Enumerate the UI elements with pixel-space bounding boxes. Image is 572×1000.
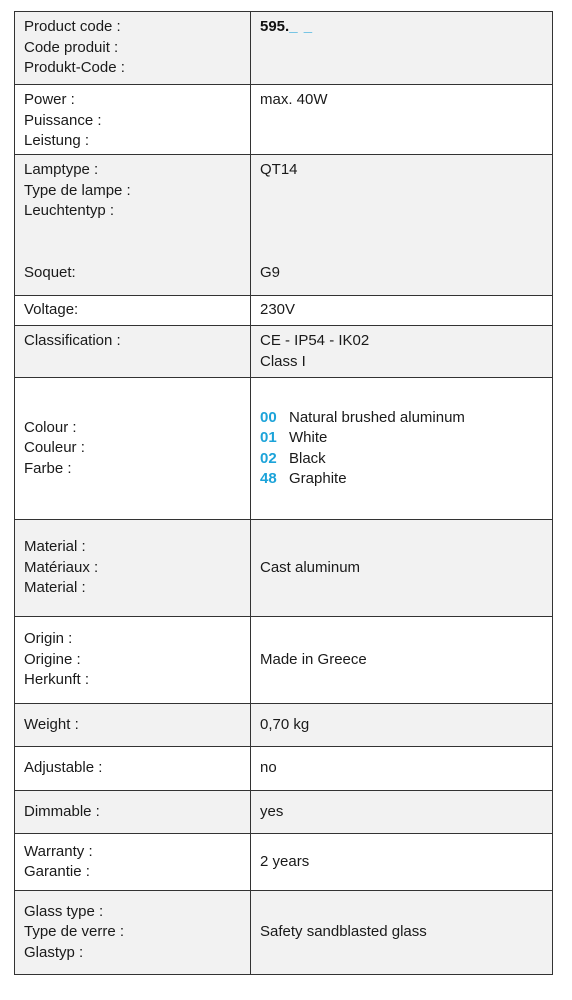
product-spec-table [14, 11, 553, 975]
label-fr: Couleur : [24, 439, 85, 457]
row-dimmable [15, 791, 553, 834]
value-cell: 0,70 kg [251, 704, 553, 747]
colour-name: Black [289, 449, 326, 467]
classification-class: Class I [260, 352, 306, 370]
product-code-value: 595. [260, 18, 290, 35]
colour-name: Graphite [289, 470, 347, 487]
label-de: Material : [24, 579, 86, 597]
label-de: Glastyp : [24, 943, 84, 961]
label-cell: Classification : [15, 326, 251, 378]
row-origin [15, 617, 553, 704]
row-classification [15, 326, 553, 378]
colour-code: 48 [260, 470, 277, 487]
value-cell [251, 155, 553, 296]
label-cell: Adjustable : [15, 747, 251, 791]
value-cell [251, 326, 553, 378]
label-fr: Origine : [24, 650, 81, 668]
label-cell [15, 891, 251, 975]
label-cell: Weight : [15, 704, 251, 747]
label-cell [15, 378, 251, 520]
row-warranty [15, 834, 553, 891]
spacer [24, 222, 241, 263]
label-de: Leistung : [24, 132, 90, 149]
row-material [15, 520, 553, 617]
label-cell [15, 834, 251, 891]
label-fr: Garantie : [24, 863, 90, 880]
value-cell: 230V [251, 296, 553, 326]
label-de: Farbe : [24, 459, 72, 477]
colour-name: White [289, 429, 328, 446]
label-cell: Dimmable : [15, 791, 251, 834]
colour-option [260, 469, 543, 490]
label-de: Leuchtentyp : [24, 202, 115, 219]
row-power [15, 85, 553, 155]
colour-option [260, 408, 543, 429]
label-en: Material : [24, 538, 86, 556]
label-fr: Type de lampe : [24, 181, 131, 199]
row-glass-type [15, 891, 553, 975]
label-en: Colour : [24, 418, 77, 436]
label-en: Product code : [24, 18, 121, 35]
colour-code: 02 [260, 449, 277, 467]
colour-option [260, 449, 543, 470]
colour-code: 00 [260, 408, 277, 426]
row-lamptype [15, 155, 553, 296]
row-colour [15, 378, 553, 520]
lamptype-value: QT14 [260, 161, 298, 178]
label-cell: Voltage: [15, 296, 251, 326]
label-fr: Matériaux : [24, 558, 99, 576]
row-voltage [15, 296, 553, 326]
label-cell [15, 85, 251, 155]
label-fr: Puissance : [24, 111, 102, 129]
value-cell: 2 years [251, 834, 553, 891]
classification-value: CE - IP54 - IK02 [260, 332, 370, 349]
label-fr: Type de verre : [24, 923, 125, 941]
label-cell [15, 520, 251, 617]
value-cell [251, 378, 553, 520]
colour-name: Natural brushed aluminum [289, 408, 465, 426]
product-code-blank: _ _ [289, 18, 314, 35]
row-adjustable [15, 747, 553, 791]
colour-option [260, 428, 543, 449]
socket-value: G9 [260, 263, 281, 281]
label-de: Herkunft : [24, 671, 90, 689]
value-cell: Made in Greece [251, 617, 553, 704]
socket-label: Soquet: [24, 263, 76, 281]
label-en: Warranty : [24, 842, 93, 860]
label-cell [15, 12, 251, 85]
spacer [260, 222, 543, 263]
value-cell: Safety sandblasted glass [251, 891, 553, 975]
value-cell: max. 40W [251, 85, 553, 155]
label-en: Lamptype : [24, 161, 99, 178]
label-en: Glass type : [24, 902, 104, 920]
label-en: Power : [24, 91, 75, 108]
value-cell: Cast aluminum [251, 520, 553, 617]
row-product-code [15, 12, 553, 85]
label-cell [15, 617, 251, 704]
label-cell [15, 155, 251, 296]
value-cell: no [251, 747, 553, 791]
label-de: Produkt-Code : [24, 59, 125, 76]
label-fr: Code produit : [24, 38, 119, 56]
colour-code: 01 [260, 429, 277, 446]
value-cell: yes [251, 791, 553, 834]
label-en: Origin : [24, 630, 73, 648]
value-cell [251, 12, 553, 85]
row-weight [15, 704, 553, 747]
